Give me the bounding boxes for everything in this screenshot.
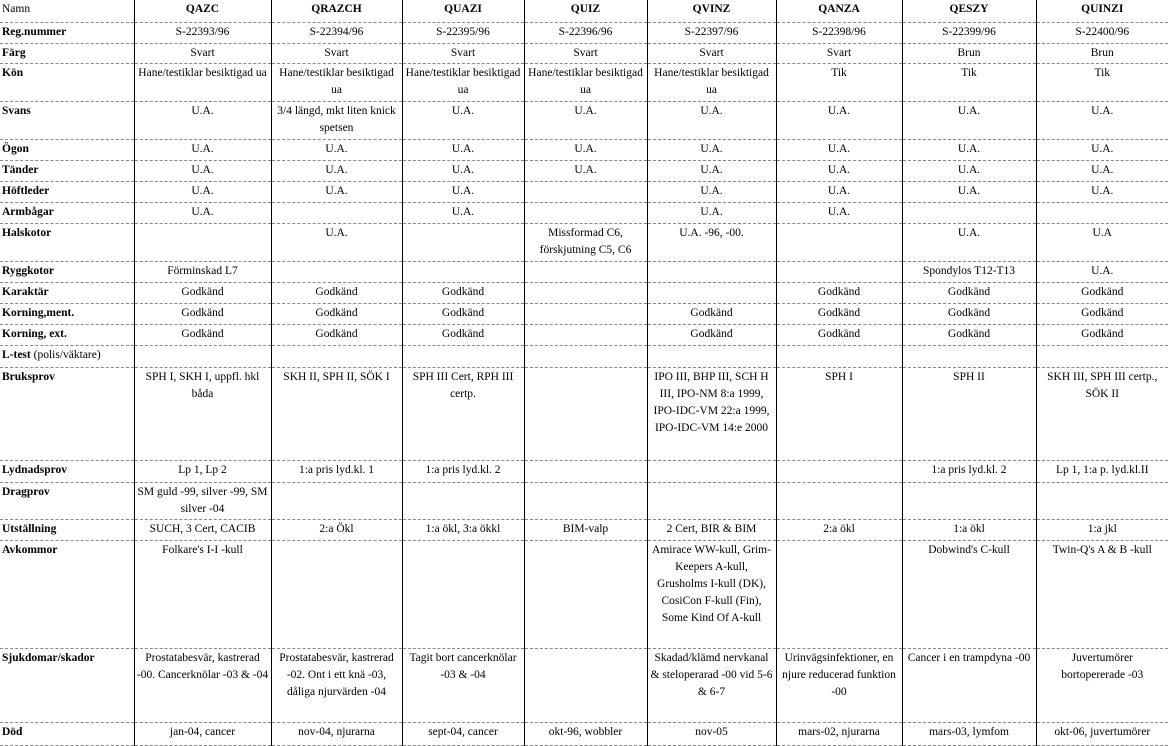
table-cell: SKH II, SPH II, SÖK I — [271, 367, 402, 461]
table-cell: Svart — [271, 43, 402, 63]
table-cell: Godkänd — [776, 282, 902, 303]
table-cell: Spondylos T12-T13 — [902, 261, 1036, 282]
table-cell: U.A. — [271, 181, 402, 202]
table-cell: Prostatabesvär, kastrerad -00. Cancerknölar -03 & -04 — [134, 649, 271, 723]
table-cell: U.A. — [402, 102, 524, 139]
table-cell — [402, 224, 524, 261]
row-label-text: L-test — [2, 349, 31, 362]
table-row — [0, 139, 1168, 160]
table-cell — [134, 224, 271, 261]
table-cell — [402, 261, 524, 282]
row-label — [0, 22, 134, 43]
table-cell — [1036, 346, 1168, 367]
table-cell: Godkänd — [271, 282, 402, 303]
table-row — [0, 181, 1168, 202]
table-row — [0, 22, 1168, 43]
table-cell: U.A. — [647, 102, 776, 139]
table-cell: U.A. — [776, 139, 902, 160]
table-row — [0, 303, 1168, 324]
table-cell — [902, 482, 1036, 519]
table-cell — [271, 541, 402, 649]
table-cell — [524, 461, 647, 482]
table-cell: BIM-valp — [524, 519, 647, 540]
row-label-text: Avkommor — [2, 544, 58, 557]
table-cell: Godkänd — [1036, 325, 1168, 346]
table-cell: 3/4 längd, mkt liten knick spetsen — [271, 102, 402, 139]
table-cell — [524, 541, 647, 649]
table-cell: nov-04, njurarna — [271, 722, 402, 745]
table-cell — [1036, 482, 1168, 519]
table-cell — [776, 346, 902, 367]
table-cell — [647, 346, 776, 367]
table-cell: Folkare's I-I -kull — [134, 541, 271, 649]
table-cell: SPH II — [902, 367, 1036, 461]
table-cell: SKH III, SPH III certp., SÖK II — [1036, 367, 1168, 461]
row-label — [0, 519, 134, 540]
row-label — [0, 325, 134, 346]
table-cell: S-22395/96 — [402, 22, 524, 43]
table-cell: Godkänd — [271, 325, 402, 346]
table-cell: okt-06, juvertumörer — [1036, 722, 1168, 745]
table-cell — [524, 303, 647, 324]
table-cell — [647, 482, 776, 519]
table-cell — [902, 203, 1036, 224]
header-label: Namn — [0, 0, 134, 22]
table-row — [0, 482, 1168, 519]
table-cell: SUCH, 3 Cert, CACIB — [134, 519, 271, 540]
row-label-text: Dragprov — [2, 485, 50, 498]
row-label — [0, 181, 134, 202]
table-row — [0, 346, 1168, 367]
table-cell: Godkänd — [271, 303, 402, 324]
table-cell: Hane/testiklar besiktigad ua — [402, 63, 524, 101]
table-cell — [271, 346, 402, 367]
table-cell: 2 Cert, BIR & BIM — [647, 519, 776, 540]
table-cell: U.A. — [902, 102, 1036, 139]
table-cell — [776, 224, 902, 261]
row-label — [0, 482, 134, 519]
table-cell: Tik — [1036, 63, 1168, 101]
table-cell — [524, 367, 647, 461]
table-cell: Svart — [134, 43, 271, 63]
table-cell: Godkänd — [402, 282, 524, 303]
table-row — [0, 722, 1168, 745]
table-cell — [524, 282, 647, 303]
table-cell: U.A. — [402, 203, 524, 224]
table-cell: Urinvägsinfektioner, en njure reducerad funktion -00 — [776, 649, 902, 723]
row-label — [0, 261, 134, 282]
table-cell: U.A. — [271, 139, 402, 160]
table-cell — [647, 282, 776, 303]
table-cell: U.A. — [524, 139, 647, 160]
table-cell: Skadad/klämd nervkanal & steloperarad -00 vid 5-6 & 6-7 — [647, 649, 776, 723]
row-label-text: Korning, ext. — [2, 328, 67, 341]
row-label-text: Lydnadsprov — [2, 464, 67, 477]
table-cell: Juvertumörer bortopererade -03 — [1036, 649, 1168, 723]
table-cell: S-22400/96 — [1036, 22, 1168, 43]
table-cell — [271, 261, 402, 282]
table-cell — [524, 649, 647, 723]
table-cell: S-22394/96 — [271, 22, 402, 43]
dog-name: QUINZI — [1036, 0, 1168, 22]
table-row — [0, 102, 1168, 139]
table-cell: U.A. — [902, 160, 1036, 181]
row-label — [0, 203, 134, 224]
table-cell: U.A. — [402, 181, 524, 202]
table-cell: Godkänd — [1036, 282, 1168, 303]
table-cell: U.A. — [271, 224, 402, 261]
table-cell: Svart — [402, 43, 524, 63]
table-cell — [524, 181, 647, 202]
table-cell: Hane/testiklar besiktigad ua — [134, 63, 271, 101]
table-cell: Twin-Q's A & B -kull — [1036, 541, 1168, 649]
table-row — [0, 282, 1168, 303]
table-cell: Brun — [1036, 43, 1168, 63]
row-label — [0, 649, 134, 723]
table-cell — [402, 541, 524, 649]
table-cell — [271, 203, 402, 224]
dog-name: QUIZ — [524, 0, 647, 22]
row-label-text: Halskotor — [2, 227, 52, 240]
table-cell: U.A. — [1036, 261, 1168, 282]
table-cell: Svart — [647, 43, 776, 63]
table-cell: Godkänd — [902, 325, 1036, 346]
table-cell: U.A. — [776, 203, 902, 224]
row-label — [0, 102, 134, 139]
row-label-text: Reg.nummer — [2, 25, 67, 38]
table-cell: U.A. — [402, 139, 524, 160]
table-row — [0, 63, 1168, 101]
row-label — [0, 541, 134, 649]
table-cell: Tik — [776, 63, 902, 101]
table-cell: mars-03, lymfom — [902, 722, 1036, 745]
table-cell: U.A. — [1036, 181, 1168, 202]
row-label-text: Höftleder — [2, 184, 50, 197]
row-label — [0, 139, 134, 160]
table-cell: Godkänd — [134, 303, 271, 324]
table-cell: Missformad C6, förskjutning C5, C6 — [524, 224, 647, 261]
row-label — [0, 43, 134, 63]
table-cell: U.A. — [1036, 102, 1168, 139]
row-label — [0, 722, 134, 745]
table-cell — [524, 261, 647, 282]
row-label-text: Tänder — [2, 163, 39, 176]
table-cell: Godkänd — [647, 303, 776, 324]
table-cell: 1:a pris lyd.kl. 2 — [902, 461, 1036, 482]
row-label — [0, 160, 134, 181]
table-cell: Godkänd — [902, 303, 1036, 324]
table-cell: S-22397/96 — [647, 22, 776, 43]
table-cell: U.A. — [647, 160, 776, 181]
table-row — [0, 224, 1168, 261]
table-cell: U.A. — [402, 160, 524, 181]
table-cell: Godkänd — [647, 325, 776, 346]
table-cell: U.A. -96, -00. — [647, 224, 776, 261]
table-cell: Lp 1, Lp 2 — [134, 461, 271, 482]
row-label-text: Armbågar — [2, 206, 54, 219]
table-cell: S-22393/96 — [134, 22, 271, 43]
table-cell: U.A. — [776, 181, 902, 202]
table-cell — [271, 482, 402, 519]
table-cell — [647, 461, 776, 482]
table-cell: Dobwind's C-kull — [902, 541, 1036, 649]
row-label — [0, 282, 134, 303]
table-cell — [134, 346, 271, 367]
row-label-text: Bruksprov — [2, 370, 55, 383]
table-cell: mars-02, njurarna — [776, 722, 902, 745]
table-cell: sept-04, cancer — [402, 722, 524, 745]
table-cell: U.A. — [524, 160, 647, 181]
row-label — [0, 303, 134, 324]
table-cell: U.A. — [134, 181, 271, 202]
table-cell: U.A. — [134, 139, 271, 160]
table-cell: Svart — [524, 43, 647, 63]
row-label-text: Korning,ment. — [2, 306, 75, 319]
table-cell: U.A. — [134, 102, 271, 139]
table-cell: Godkänd — [134, 282, 271, 303]
row-label-text: Ryggkotor — [2, 264, 54, 277]
table-cell: SM guld -99, silver -99, SM silver -04 — [134, 482, 271, 519]
table-cell: S-22396/96 — [524, 22, 647, 43]
table-cell: okt-96, wobbler — [524, 722, 647, 745]
table-cell: U.A. — [902, 181, 1036, 202]
table-cell: U.A. — [524, 102, 647, 139]
row-label — [0, 461, 134, 482]
row-label-text: Kön — [2, 66, 24, 79]
table-cell: U.A. — [647, 203, 776, 224]
table-row — [0, 649, 1168, 723]
table-cell: 1:a pris lyd.kl. 2 — [402, 461, 524, 482]
table-cell — [776, 461, 902, 482]
table-cell — [647, 261, 776, 282]
table-cell: U.A — [1036, 224, 1168, 261]
table-cell: 2:a Ökl — [271, 519, 402, 540]
table-cell — [776, 261, 902, 282]
table-cell: Hane/testiklar besiktigad ua — [271, 63, 402, 101]
table-cell — [524, 203, 647, 224]
table-cell — [402, 346, 524, 367]
table-cell: SPH I, SKH I, uppfl. hkl båda — [134, 367, 271, 461]
row-label — [0, 367, 134, 461]
table-cell: Amirace WW-kull, Grim-Keepers A-kull, Grusholms I-kull (DK), CosiCon F-kull (Fin), Some Kind Of A-kull — [647, 541, 776, 649]
table-row — [0, 203, 1168, 224]
table-cell — [402, 482, 524, 519]
table-cell: 1:a ökl — [902, 519, 1036, 540]
table-cell — [524, 325, 647, 346]
table-cell: U.A. — [1036, 139, 1168, 160]
table-cell: Brun — [902, 43, 1036, 63]
table-row — [0, 519, 1168, 540]
table-cell: Lp 1, 1:a p. lyd.kl.II — [1036, 461, 1168, 482]
row-label-text: Färg — [2, 46, 26, 59]
table-cell — [1036, 203, 1168, 224]
row-label — [0, 346, 134, 367]
header-row — [0, 0, 1168, 22]
table-cell: nov-05 — [647, 722, 776, 745]
table-cell: Godkänd — [402, 303, 524, 324]
table-cell — [524, 346, 647, 367]
table-cell: Godkänd — [1036, 303, 1168, 324]
table-cell: IPO III, BHP III, SCH H III, IPO-NM 8:a 1999, IPO-IDC-VM 22:a 1999, IPO-IDC-VM 14:e 2000 — [647, 367, 776, 461]
table-cell: U.A. — [134, 160, 271, 181]
table-cell: 1:a pris lyd.kl. 1 — [271, 461, 402, 482]
table-cell — [776, 482, 902, 519]
table-cell — [524, 482, 647, 519]
row-label-text: Karaktär — [2, 285, 49, 298]
table-row — [0, 461, 1168, 482]
dog-name: QAZC — [134, 0, 271, 22]
table-cell: S-22399/96 — [902, 22, 1036, 43]
dog-name: QESZY — [902, 0, 1036, 22]
table-row — [0, 541, 1168, 649]
table-cell — [902, 346, 1036, 367]
dog-name: QANZA — [776, 0, 902, 22]
table-cell: U.A. — [776, 160, 902, 181]
row-label-text: Död — [2, 725, 23, 738]
table-cell: U.A. — [902, 224, 1036, 261]
table-cell: Godkänd — [402, 325, 524, 346]
table-cell: Svart — [776, 43, 902, 63]
table-row — [0, 160, 1168, 181]
table-cell: SPH I — [776, 367, 902, 461]
table-cell: U.A. — [647, 139, 776, 160]
table-cell: 1:a jkl — [1036, 519, 1168, 540]
table-cell: U.A. — [647, 181, 776, 202]
table-cell: U.A. — [1036, 160, 1168, 181]
table-cell: Godkänd — [776, 325, 902, 346]
table-cell: Godkänd — [776, 303, 902, 324]
table-cell: jan-04, cancer — [134, 722, 271, 745]
table-cell: Hane/testiklar besiktigad ua — [524, 63, 647, 101]
row-label — [0, 63, 134, 101]
table-cell: U.A. — [271, 160, 402, 181]
table-cell: 1:a ökl, 3:a ökkl — [402, 519, 524, 540]
table-row — [0, 367, 1168, 461]
table-cell: Godkänd — [902, 282, 1036, 303]
row-label-text: Sjukdomar/skador — [2, 652, 95, 665]
dog-name: QRAZCH — [271, 0, 402, 22]
table-row — [0, 325, 1168, 346]
table-cell: Tagit bort cancerknölar -03 & -04 — [402, 649, 524, 723]
row-label-text: Ögon — [2, 142, 29, 155]
table-cell: S-22398/96 — [776, 22, 902, 43]
table-cell: Godkänd — [134, 325, 271, 346]
table-cell: U.A. — [776, 102, 902, 139]
table-cell — [776, 541, 902, 649]
row-label-suffix: (polis/väktare) — [33, 349, 101, 362]
table-cell: SPH III Cert, RPH III certp. — [402, 367, 524, 461]
table-cell: U.A. — [902, 139, 1036, 160]
table-cell: Cancer i en trampdyna -00 — [902, 649, 1036, 723]
dog-name: QUAZI — [402, 0, 524, 22]
row-label — [0, 224, 134, 261]
table-row — [0, 43, 1168, 63]
row-label-text: Svans — [2, 105, 31, 118]
table-row — [0, 261, 1168, 282]
table-cell: Förminskad L7 — [134, 261, 271, 282]
table-cell: Hane/testiklar besiktigad ua — [647, 63, 776, 101]
table-cell: Prostatabesvär, kastrerad -02. Ont i ett knä -03, dåliga njurvärden -04 — [271, 649, 402, 723]
table-cell: U.A. — [134, 203, 271, 224]
table-cell: Tik — [902, 63, 1036, 101]
table-cell: 2:a ökl — [776, 519, 902, 540]
dog-name: QVINZ — [647, 0, 776, 22]
row-label-text: Utställning — [2, 522, 57, 535]
